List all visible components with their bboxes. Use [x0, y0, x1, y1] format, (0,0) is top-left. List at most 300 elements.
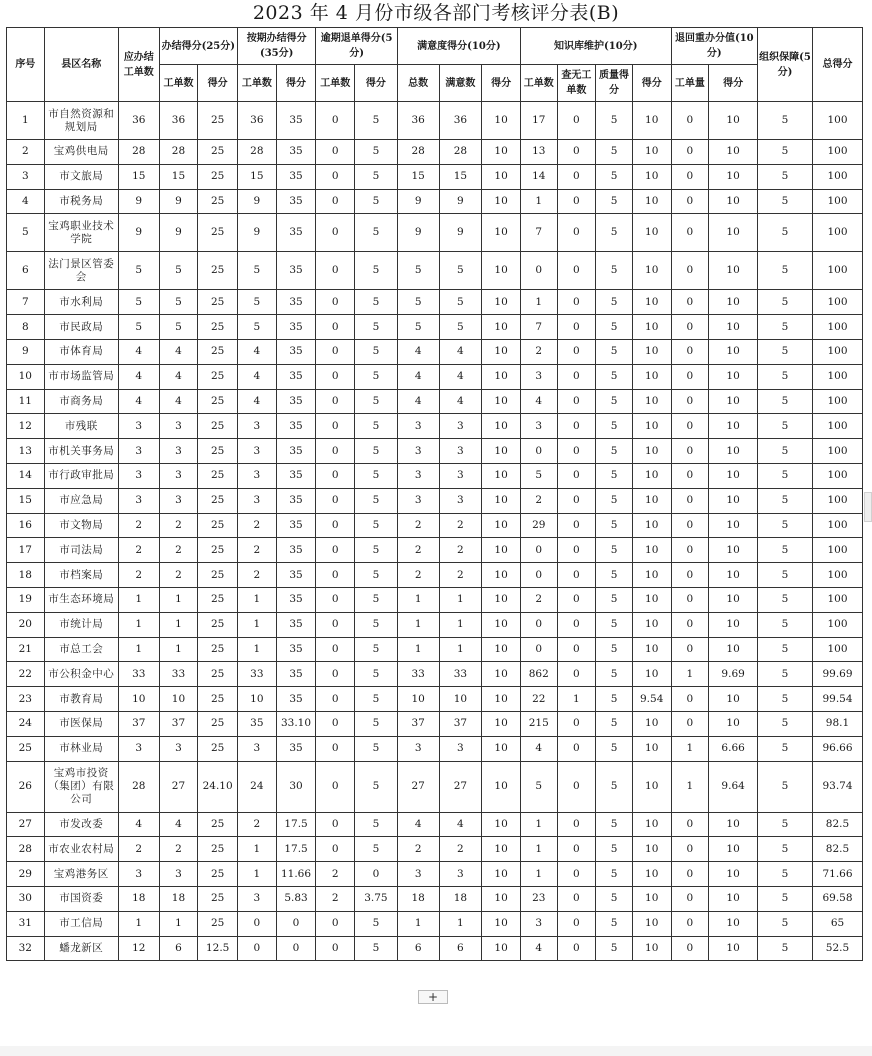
cell-finish-workorders: 1 [159, 637, 198, 662]
cell-reissue-score: 10 [709, 587, 758, 612]
cell-reissue-quantity: 0 [671, 140, 709, 165]
cell-ontime-workorders: 35 [238, 711, 277, 736]
cell-total-score: 71.66 [813, 862, 863, 887]
cell-finish-workorders: 15 [159, 164, 198, 189]
cell-name: 市机关事务局 [44, 439, 118, 464]
header-group-finish: 办结得分(25分) [159, 28, 237, 65]
cell-ontime-workorders: 3 [238, 439, 277, 464]
cell-name: 市生态环境局 [44, 587, 118, 612]
table-row [7, 414, 863, 439]
cell-org-score: 5 [758, 687, 813, 712]
cell-knowledge-workorders: 7 [520, 214, 557, 252]
cell-satisfy-total: 36 [397, 102, 439, 140]
cell-reissue-quantity: 0 [671, 637, 709, 662]
table-row [7, 439, 863, 464]
cell-satisfy-total: 3 [397, 463, 439, 488]
cell-finish-score: 25 [198, 164, 238, 189]
cell-knowledge-score: 10 [632, 662, 671, 687]
header-row-1 [7, 28, 863, 65]
cell-ontime-workorders: 4 [238, 364, 277, 389]
cell-knowledge-quality: 5 [596, 214, 633, 252]
cell-knowledge-quality: 5 [596, 837, 633, 862]
cell-satisfy-total: 9 [397, 189, 439, 214]
cell-satisfy-score: 10 [482, 538, 521, 563]
cell-finish-workorders: 2 [159, 837, 198, 862]
cell-finish-score: 25 [198, 637, 238, 662]
cell-should: 2 [118, 513, 159, 538]
page-bottom-strip [0, 1046, 872, 1056]
cell-satisfy-score: 10 [482, 414, 521, 439]
cell-total-score: 82.5 [813, 812, 863, 837]
cell-satisfy-score: 10 [482, 439, 521, 464]
cell-org-score: 5 [758, 463, 813, 488]
cell-total-score: 98.1 [813, 711, 863, 736]
cell-seq: 26 [7, 761, 45, 812]
cell-org-score: 5 [758, 662, 813, 687]
cell-return-workorders: 0 [316, 140, 355, 165]
cell-ontime-workorders: 1 [238, 862, 277, 887]
cell-should: 3 [118, 488, 159, 513]
cell-satisfy-count: 33 [439, 662, 482, 687]
table-row [7, 637, 863, 662]
cell-finish-score: 24.10 [198, 761, 238, 812]
cell-satisfy-score: 10 [482, 911, 521, 936]
cell-return-workorders: 0 [316, 488, 355, 513]
cell-knowledge-workorders: 2 [520, 488, 557, 513]
cell-name: 市工信局 [44, 911, 118, 936]
cell-should: 18 [118, 886, 159, 911]
cell-finish-workorders: 36 [159, 102, 198, 140]
cell-name: 宝鸡港务区 [44, 862, 118, 887]
cell-finish-workorders: 5 [159, 252, 198, 290]
cell-seq: 20 [7, 612, 45, 637]
cell-reissue-quantity: 0 [671, 290, 709, 315]
cell-finish-workorders: 28 [159, 140, 198, 165]
cell-ontime-workorders: 15 [238, 164, 277, 189]
cell-knowledge-no-answer: 0 [557, 812, 596, 837]
cell-org-score: 5 [758, 102, 813, 140]
cell-name: 市档案局 [44, 563, 118, 588]
cell-reissue-quantity: 1 [671, 662, 709, 687]
cell-satisfy-score: 10 [482, 389, 521, 414]
cell-satisfy-total: 4 [397, 364, 439, 389]
cell-knowledge-workorders: 5 [520, 761, 557, 812]
cell-return-score: 5 [355, 711, 398, 736]
subheader-no-answer: 查无工单数 [557, 65, 596, 102]
cell-finish-score: 12.5 [198, 936, 238, 961]
cell-return-workorders: 0 [316, 252, 355, 290]
cell-seq: 1 [7, 102, 45, 140]
cell-return-workorders: 0 [316, 911, 355, 936]
cell-reissue-quantity: 1 [671, 736, 709, 761]
cell-finish-score: 25 [198, 389, 238, 414]
cell-org-score: 5 [758, 911, 813, 936]
cell-total-score: 100 [813, 488, 863, 513]
cell-org-score: 5 [758, 189, 813, 214]
cell-satisfy-score: 10 [482, 252, 521, 290]
cell-return-workorders: 0 [316, 439, 355, 464]
cell-knowledge-quality: 5 [596, 164, 633, 189]
cell-knowledge-no-answer: 0 [557, 563, 596, 588]
cell-reissue-score: 10 [709, 389, 758, 414]
cell-should: 5 [118, 252, 159, 290]
cell-return-score: 5 [355, 189, 398, 214]
cell-knowledge-quality: 5 [596, 315, 633, 340]
cell-knowledge-score: 10 [632, 389, 671, 414]
cell-return-score: 3.75 [355, 886, 398, 911]
cell-return-workorders: 0 [316, 662, 355, 687]
cell-seq: 9 [7, 339, 45, 364]
cell-should: 2 [118, 563, 159, 588]
cell-ontime-score: 0 [276, 936, 316, 961]
cell-name: 市水利局 [44, 290, 118, 315]
cell-ontime-score: 35 [276, 164, 316, 189]
cell-finish-workorders: 4 [159, 339, 198, 364]
cell-satisfy-score: 10 [482, 687, 521, 712]
cell-total-score: 100 [813, 290, 863, 315]
cell-satisfy-score: 10 [482, 488, 521, 513]
cell-reissue-score: 10 [709, 189, 758, 214]
cell-knowledge-score: 10 [632, 812, 671, 837]
cell-knowledge-score: 10 [632, 102, 671, 140]
cell-name: 市发改委 [44, 812, 118, 837]
cell-total-score: 65 [813, 911, 863, 936]
cell-knowledge-no-answer: 0 [557, 637, 596, 662]
cell-knowledge-quality: 5 [596, 290, 633, 315]
subheader-score: 得分 [198, 65, 238, 102]
cell-total-score: 100 [813, 339, 863, 364]
cell-satisfy-score: 10 [482, 612, 521, 637]
cell-ontime-score: 35 [276, 612, 316, 637]
table-row [7, 513, 863, 538]
cell-return-workorders: 0 [316, 189, 355, 214]
cell-knowledge-score: 10 [632, 911, 671, 936]
cell-reissue-quantity: 0 [671, 687, 709, 712]
cell-knowledge-quality: 5 [596, 252, 633, 290]
cell-org-score: 5 [758, 315, 813, 340]
cell-total-score: 100 [813, 189, 863, 214]
cell-satisfy-count: 1 [439, 911, 482, 936]
cell-return-workorders: 0 [316, 711, 355, 736]
subheader-score: 得分 [632, 65, 671, 102]
cell-satisfy-count: 5 [439, 315, 482, 340]
cell-org-score: 5 [758, 837, 813, 862]
cell-reissue-quantity: 0 [671, 102, 709, 140]
cell-should: 9 [118, 189, 159, 214]
cell-finish-workorders: 3 [159, 862, 198, 887]
cell-knowledge-no-answer: 0 [557, 711, 596, 736]
cell-knowledge-no-answer: 0 [557, 439, 596, 464]
cell-reissue-score: 10 [709, 439, 758, 464]
cell-ontime-score: 0 [276, 911, 316, 936]
cell-seq: 21 [7, 637, 45, 662]
cell-reissue-score: 10 [709, 563, 758, 588]
subheader-score: 得分 [355, 65, 398, 102]
table-row [7, 339, 863, 364]
cell-knowledge-quality: 5 [596, 612, 633, 637]
cell-knowledge-no-answer: 0 [557, 736, 596, 761]
cell-should: 3 [118, 414, 159, 439]
cell-satisfy-count: 18 [439, 886, 482, 911]
cell-org-score: 5 [758, 214, 813, 252]
cell-return-workorders: 0 [316, 612, 355, 637]
cell-knowledge-workorders: 17 [520, 102, 557, 140]
cell-finish-score: 25 [198, 837, 238, 862]
cell-knowledge-quality: 5 [596, 761, 633, 812]
cell-seq: 8 [7, 315, 45, 340]
cell-org-score: 5 [758, 513, 813, 538]
cell-name: 市商务局 [44, 389, 118, 414]
cell-seq: 13 [7, 439, 45, 464]
cell-return-score: 5 [355, 414, 398, 439]
cell-knowledge-score: 10 [632, 761, 671, 812]
cell-knowledge-workorders: 2 [520, 587, 557, 612]
add-sheet-button[interactable]: + [418, 990, 448, 1004]
cell-should: 1 [118, 911, 159, 936]
cell-satisfy-count: 9 [439, 189, 482, 214]
cell-return-score: 5 [355, 911, 398, 936]
cell-name: 市统计局 [44, 612, 118, 637]
cell-satisfy-count: 4 [439, 339, 482, 364]
cell-total-score: 100 [813, 252, 863, 290]
cell-name: 市公积金中心 [44, 662, 118, 687]
cell-ontime-workorders: 1 [238, 637, 277, 662]
cell-return-workorders: 0 [316, 290, 355, 315]
cell-satisfy-score: 10 [482, 886, 521, 911]
cell-knowledge-workorders: 1 [520, 290, 557, 315]
cell-satisfy-count: 3 [439, 488, 482, 513]
cell-org-score: 5 [758, 252, 813, 290]
cell-return-workorders: 0 [316, 563, 355, 588]
cell-reissue-score: 10 [709, 687, 758, 712]
cell-name: 宝鸡市投资（集团）有限公司 [44, 761, 118, 812]
cell-reissue-quantity: 0 [671, 463, 709, 488]
cell-reissue-score: 9.69 [709, 662, 758, 687]
cell-ontime-workorders: 0 [238, 911, 277, 936]
cell-total-score: 100 [813, 563, 863, 588]
cell-knowledge-no-answer: 0 [557, 911, 596, 936]
cell-ontime-score: 35 [276, 364, 316, 389]
cell-satisfy-total: 2 [397, 538, 439, 563]
cell-finish-score: 25 [198, 662, 238, 687]
cell-knowledge-quality: 5 [596, 140, 633, 165]
cell-finish-workorders: 2 [159, 563, 198, 588]
cell-knowledge-no-answer: 0 [557, 612, 596, 637]
cell-ontime-workorders: 28 [238, 140, 277, 165]
cell-knowledge-workorders: 29 [520, 513, 557, 538]
cell-ontime-score: 35 [276, 339, 316, 364]
cell-total-score: 100 [813, 102, 863, 140]
cell-finish-workorders: 33 [159, 662, 198, 687]
cell-ontime-workorders: 3 [238, 488, 277, 513]
cell-knowledge-score: 10 [632, 339, 671, 364]
cell-should: 36 [118, 102, 159, 140]
cell-satisfy-score: 10 [482, 662, 521, 687]
cell-seq: 23 [7, 687, 45, 712]
cell-satisfy-score: 10 [482, 140, 521, 165]
cell-name: 市司法局 [44, 538, 118, 563]
cell-knowledge-score: 10 [632, 364, 671, 389]
cell-satisfy-total: 1 [397, 587, 439, 612]
cell-satisfy-total: 3 [397, 736, 439, 761]
score-table [6, 27, 863, 961]
cell-seq: 24 [7, 711, 45, 736]
table-row [7, 936, 863, 961]
table-row [7, 812, 863, 837]
cell-finish-workorders: 9 [159, 189, 198, 214]
cell-name: 市税务局 [44, 189, 118, 214]
cell-name: 市教育局 [44, 687, 118, 712]
subheader-satisfied: 满意数 [439, 65, 482, 102]
cell-satisfy-count: 3 [439, 439, 482, 464]
cell-satisfy-total: 3 [397, 488, 439, 513]
cell-finish-score: 25 [198, 364, 238, 389]
header-group-satisfy: 满意度得分(10分) [397, 28, 520, 65]
cell-reissue-quantity: 0 [671, 414, 709, 439]
cell-ontime-workorders: 24 [238, 761, 277, 812]
cell-knowledge-no-answer: 0 [557, 102, 596, 140]
cell-return-score: 5 [355, 662, 398, 687]
cell-knowledge-workorders: 0 [520, 252, 557, 290]
cell-seq: 32 [7, 936, 45, 961]
header-name: 县区名称 [44, 28, 118, 102]
cell-ontime-workorders: 5 [238, 290, 277, 315]
cell-satisfy-count: 2 [439, 563, 482, 588]
cell-knowledge-no-answer: 1 [557, 687, 596, 712]
cell-satisfy-total: 4 [397, 339, 439, 364]
cell-seq: 31 [7, 911, 45, 936]
cell-reissue-score: 10 [709, 252, 758, 290]
cell-finish-workorders: 27 [159, 761, 198, 812]
cell-org-score: 5 [758, 538, 813, 563]
cell-finish-workorders: 2 [159, 513, 198, 538]
cell-ontime-score: 35 [276, 736, 316, 761]
cell-knowledge-score: 10 [632, 513, 671, 538]
cell-knowledge-score: 10 [632, 140, 671, 165]
cell-reissue-quantity: 0 [671, 862, 709, 887]
cell-return-workorders: 0 [316, 414, 355, 439]
table-row [7, 761, 863, 812]
cell-satisfy-score: 10 [482, 936, 521, 961]
cell-seq: 17 [7, 538, 45, 563]
cell-return-score: 5 [355, 736, 398, 761]
cell-knowledge-no-answer: 0 [557, 315, 596, 340]
cell-return-workorders: 0 [316, 936, 355, 961]
cell-ontime-score: 35 [276, 587, 316, 612]
cell-ontime-score: 11.66 [276, 862, 316, 887]
cell-knowledge-score: 10 [632, 290, 671, 315]
cell-return-score: 5 [355, 612, 398, 637]
cell-knowledge-quality: 5 [596, 189, 633, 214]
cell-should: 37 [118, 711, 159, 736]
cell-seq: 10 [7, 364, 45, 389]
cell-name: 市市场监管局 [44, 364, 118, 389]
cell-knowledge-no-answer: 0 [557, 886, 596, 911]
cell-knowledge-quality: 5 [596, 488, 633, 513]
cell-return-workorders: 0 [316, 736, 355, 761]
cell-satisfy-total: 3 [397, 862, 439, 887]
table-row [7, 463, 863, 488]
cell-return-workorders: 0 [316, 812, 355, 837]
cell-reissue-score: 10 [709, 315, 758, 340]
cell-return-score: 5 [355, 488, 398, 513]
cell-should: 1 [118, 612, 159, 637]
cell-knowledge-score: 10 [632, 315, 671, 340]
table-row [7, 711, 863, 736]
cell-finish-workorders: 6 [159, 936, 198, 961]
cell-return-score: 5 [355, 563, 398, 588]
cell-finish-workorders: 3 [159, 463, 198, 488]
cell-knowledge-no-answer: 0 [557, 290, 596, 315]
cell-org-score: 5 [758, 164, 813, 189]
cell-seq: 16 [7, 513, 45, 538]
cell-finish-score: 25 [198, 252, 238, 290]
cell-name: 市民政局 [44, 315, 118, 340]
cell-knowledge-no-answer: 0 [557, 463, 596, 488]
table-row [7, 587, 863, 612]
cell-satisfy-score: 10 [482, 862, 521, 887]
cell-knowledge-quality: 5 [596, 414, 633, 439]
cell-total-score: 100 [813, 389, 863, 414]
cell-satisfy-total: 2 [397, 513, 439, 538]
cell-total-score: 82.5 [813, 837, 863, 862]
cell-name: 市文物局 [44, 513, 118, 538]
cell-satisfy-total: 15 [397, 164, 439, 189]
cell-ontime-workorders: 3 [238, 463, 277, 488]
cell-seq: 22 [7, 662, 45, 687]
cell-finish-score: 25 [198, 513, 238, 538]
cell-reissue-quantity: 0 [671, 389, 709, 414]
cell-return-workorders: 0 [316, 164, 355, 189]
cell-finish-workorders: 3 [159, 414, 198, 439]
cell-seq: 5 [7, 214, 45, 252]
cell-satisfy-count: 6 [439, 936, 482, 961]
cell-satisfy-total: 6 [397, 936, 439, 961]
cell-org-score: 5 [758, 612, 813, 637]
cell-satisfy-total: 28 [397, 140, 439, 165]
cell-name: 市文旅局 [44, 164, 118, 189]
cell-ontime-workorders: 1 [238, 587, 277, 612]
cell-reissue-quantity: 0 [671, 339, 709, 364]
cell-knowledge-workorders: 0 [520, 612, 557, 637]
cell-return-score: 5 [355, 140, 398, 165]
cell-knowledge-no-answer: 0 [557, 488, 596, 513]
cell-knowledge-quality: 5 [596, 862, 633, 887]
cell-knowledge-score: 10 [632, 214, 671, 252]
table-row [7, 563, 863, 588]
cell-ontime-workorders: 1 [238, 837, 277, 862]
cell-seq: 12 [7, 414, 45, 439]
cell-return-score: 5 [355, 290, 398, 315]
cell-ontime-score: 35 [276, 687, 316, 712]
cell-satisfy-score: 10 [482, 189, 521, 214]
cell-org-score: 5 [758, 812, 813, 837]
table-row [7, 862, 863, 887]
cell-reissue-score: 10 [709, 414, 758, 439]
cell-seq: 27 [7, 812, 45, 837]
cell-knowledge-workorders: 1 [520, 862, 557, 887]
scroll-handle[interactable] [864, 492, 872, 522]
cell-reissue-quantity: 1 [671, 761, 709, 812]
cell-ontime-score: 35 [276, 189, 316, 214]
cell-return-workorders: 0 [316, 837, 355, 862]
cell-reissue-quantity: 0 [671, 886, 709, 911]
cell-satisfy-score: 10 [482, 214, 521, 252]
cell-knowledge-workorders: 0 [520, 637, 557, 662]
cell-return-score: 5 [355, 214, 398, 252]
cell-knowledge-workorders: 4 [520, 936, 557, 961]
cell-return-workorders: 0 [316, 687, 355, 712]
